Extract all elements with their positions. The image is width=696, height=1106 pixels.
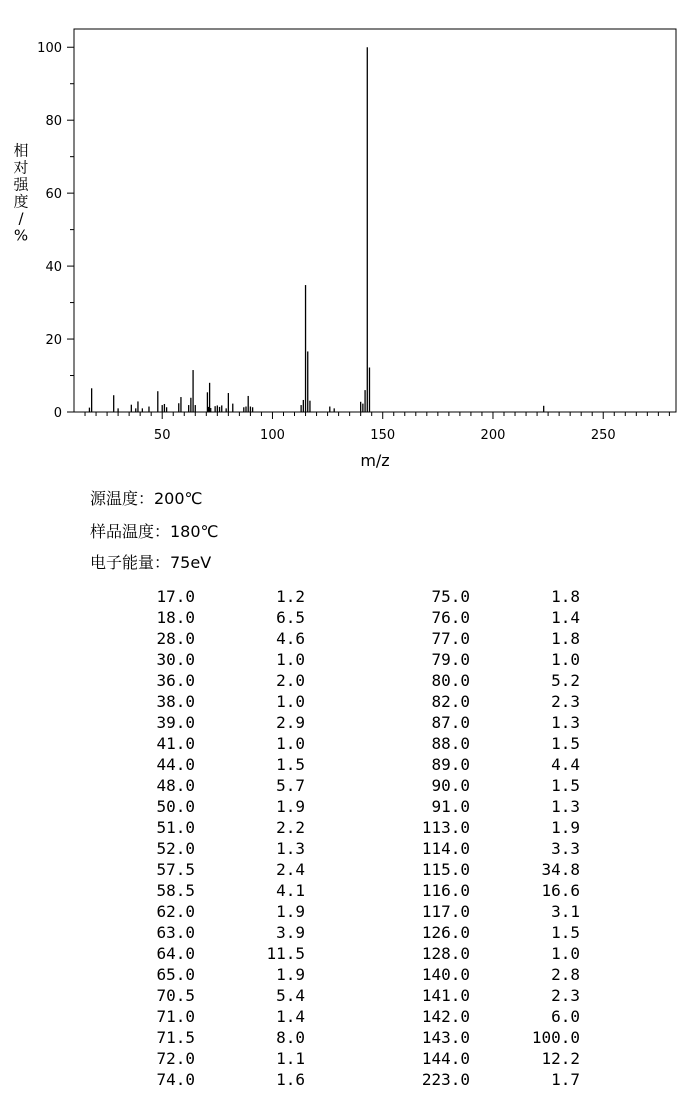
intensity-value: 1.5 <box>276 755 305 774</box>
intensity-value: 5.2 <box>551 671 580 690</box>
y-tick-label: 20 <box>45 333 62 349</box>
intensity-value: 8.0 <box>276 1028 305 1047</box>
peak-table-row <box>0 628 696 649</box>
mz-value: 88.0 <box>431 734 470 753</box>
peak-table-row <box>0 901 696 922</box>
intensity-value: 1.7 <box>551 1070 580 1089</box>
mz-value: 144.0 <box>421 1049 470 1068</box>
peak-table-row <box>0 691 696 712</box>
intensity-value: 1.2 <box>276 587 305 606</box>
intensity-value: 5.7 <box>276 776 305 795</box>
peak-table-row <box>0 775 696 796</box>
intensity-value: 1.5 <box>551 776 580 795</box>
peak-table-row <box>0 1069 696 1090</box>
mz-value: 44.0 <box>156 755 195 774</box>
mz-value: 87.0 <box>431 713 470 732</box>
intensity-value: 1.5 <box>551 923 580 942</box>
intensity-value: 12.2 <box>541 1049 580 1068</box>
sample-temperature: 样品温度：180℃ <box>90 522 219 541</box>
mz-value: 30.0 <box>156 650 195 669</box>
mz-value: 17.0 <box>156 587 195 606</box>
axis-labels <box>37 41 615 443</box>
peak-table-row <box>0 796 696 817</box>
intensity-value: 1.4 <box>276 1007 305 1026</box>
x-tick-label: 100 <box>260 428 285 443</box>
mz-value: 114.0 <box>421 839 470 858</box>
mz-value: 90.0 <box>431 776 470 795</box>
intensity-value: 1.9 <box>276 797 305 816</box>
mz-value: 116.0 <box>421 881 470 900</box>
mass-spectrum-chart <box>0 0 696 480</box>
intensity-value: 4.6 <box>276 629 305 648</box>
peak-table-row <box>0 964 696 985</box>
mz-value: 70.5 <box>156 986 195 1005</box>
mz-value: 65.0 <box>156 965 195 984</box>
peak-table-row <box>0 586 696 607</box>
mz-value: 58.5 <box>156 881 195 900</box>
mz-value: 115.0 <box>421 860 470 879</box>
mz-value: 41.0 <box>156 734 195 753</box>
mz-value: 223.0 <box>421 1070 470 1089</box>
intensity-value: 3.9 <box>276 923 305 942</box>
intensity-value: 6.0 <box>551 1007 580 1026</box>
x-tick-label: 250 <box>590 428 616 443</box>
intensity-value: 1.9 <box>551 818 580 837</box>
x-tick-label: 200 <box>480 428 506 443</box>
peak-table-row <box>0 880 696 901</box>
intensity-value: 1.9 <box>276 965 305 984</box>
peak-table-row <box>0 985 696 1006</box>
mz-value: 82.0 <box>431 692 470 711</box>
intensity-value: 1.8 <box>551 587 580 606</box>
mz-value: 51.0 <box>156 818 195 837</box>
peak-table-row <box>0 712 696 733</box>
intensity-value: 34.8 <box>541 860 580 879</box>
mz-value: 74.0 <box>156 1070 195 1089</box>
y-tick-label: 40 <box>45 260 62 276</box>
intensity-value: 1.5 <box>551 734 580 753</box>
intensity-value: 3.3 <box>551 839 580 858</box>
mz-value: 64.0 <box>156 944 195 963</box>
peak-table-row <box>0 838 696 859</box>
mz-value: 48.0 <box>156 776 195 795</box>
intensity-value: 2.0 <box>276 671 305 690</box>
intensity-value: 4.4 <box>551 755 580 774</box>
peak-table-row <box>0 859 696 880</box>
axis-ticks <box>67 47 669 419</box>
peak-table-row <box>0 754 696 775</box>
mz-value: 38.0 <box>156 692 195 711</box>
mz-value: 71.5 <box>156 1028 195 1047</box>
mz-value: 117.0 <box>421 902 470 921</box>
intensity-value: 2.2 <box>276 818 305 837</box>
mz-value: 50.0 <box>156 797 195 816</box>
spectrum-bars <box>89 47 543 412</box>
peak-table-row <box>0 1027 696 1048</box>
mz-value: 128.0 <box>421 944 470 963</box>
intensity-value: 1.0 <box>276 692 305 711</box>
mz-value: 63.0 <box>156 923 195 942</box>
intensity-value: 1.3 <box>551 797 580 816</box>
peak-table <box>0 586 696 1090</box>
mz-value: 52.0 <box>156 839 195 858</box>
intensity-value: 1.1 <box>276 1049 305 1068</box>
mz-value: 76.0 <box>431 608 470 627</box>
x-tick-label: 150 <box>370 428 396 443</box>
mz-value: 77.0 <box>431 629 470 648</box>
intensity-value: 1.0 <box>276 734 305 753</box>
peak-table-row <box>0 607 696 628</box>
electron-energy: 电子能量：75eV <box>90 553 212 572</box>
mz-value: 142.0 <box>421 1007 470 1026</box>
intensity-value: 2.3 <box>551 986 580 1005</box>
mz-value: 80.0 <box>431 671 470 690</box>
intensity-value: 1.0 <box>551 944 580 963</box>
peak-table-row <box>0 943 696 964</box>
y-tick-label: 100 <box>37 41 62 57</box>
source-temperature: 源温度：200℃ <box>90 489 203 508</box>
mz-value: 36.0 <box>156 671 195 690</box>
intensity-value: 100.0 <box>531 1028 580 1047</box>
mz-value: 143.0 <box>421 1028 470 1047</box>
intensity-value: 2.3 <box>551 692 580 711</box>
peak-table-row <box>0 817 696 838</box>
plot-frame <box>74 29 676 412</box>
mz-value: 79.0 <box>431 650 470 669</box>
peak-table-row <box>0 649 696 670</box>
peak-table-row <box>0 733 696 754</box>
intensity-value: 1.0 <box>276 650 305 669</box>
mz-value: 28.0 <box>156 629 195 648</box>
intensity-value: 6.5 <box>276 608 305 627</box>
intensity-value: 1.8 <box>551 629 580 648</box>
intensity-value: 2.8 <box>551 965 580 984</box>
peak-table-row <box>0 670 696 691</box>
peak-table-row <box>0 1006 696 1027</box>
intensity-value: 1.3 <box>551 713 580 732</box>
y-axis-label: 相对强度/ % <box>13 141 29 245</box>
intensity-value: 1.9 <box>276 902 305 921</box>
intensity-value: 1.3 <box>276 839 305 858</box>
intensity-value: 5.4 <box>276 986 305 1005</box>
mz-value: 141.0 <box>421 986 470 1005</box>
mz-value: 91.0 <box>431 797 470 816</box>
mz-value: 140.0 <box>421 965 470 984</box>
intensity-value: 11.5 <box>266 944 305 963</box>
y-tick-label: 60 <box>45 187 62 203</box>
intensity-value: 16.6 <box>541 881 580 900</box>
y-tick-label: 80 <box>45 114 62 130</box>
intensity-value: 2.4 <box>276 860 305 879</box>
y-tick-label: 0 <box>53 406 62 421</box>
x-tick-label: 50 <box>153 428 171 443</box>
mz-value: 126.0 <box>421 923 470 942</box>
peak-table-row <box>0 922 696 943</box>
mz-value: 71.0 <box>156 1007 195 1026</box>
x-axis-label: m/z <box>360 451 390 470</box>
mz-value: 57.5 <box>156 860 195 879</box>
mz-value: 39.0 <box>156 713 195 732</box>
intensity-value: 2.9 <box>276 713 305 732</box>
mz-value: 62.0 <box>156 902 195 921</box>
intensity-value: 1.4 <box>551 608 580 627</box>
mz-value: 18.0 <box>156 608 195 627</box>
mz-value: 75.0 <box>431 587 470 606</box>
intensity-value: 3.1 <box>551 902 580 921</box>
mz-value: 113.0 <box>421 818 470 837</box>
mz-value: 72.0 <box>156 1049 195 1068</box>
mz-value: 89.0 <box>431 755 470 774</box>
intensity-value: 1.0 <box>551 650 580 669</box>
intensity-value: 1.6 <box>276 1070 305 1089</box>
intensity-value: 4.1 <box>276 881 305 900</box>
peak-table-row <box>0 1048 696 1069</box>
